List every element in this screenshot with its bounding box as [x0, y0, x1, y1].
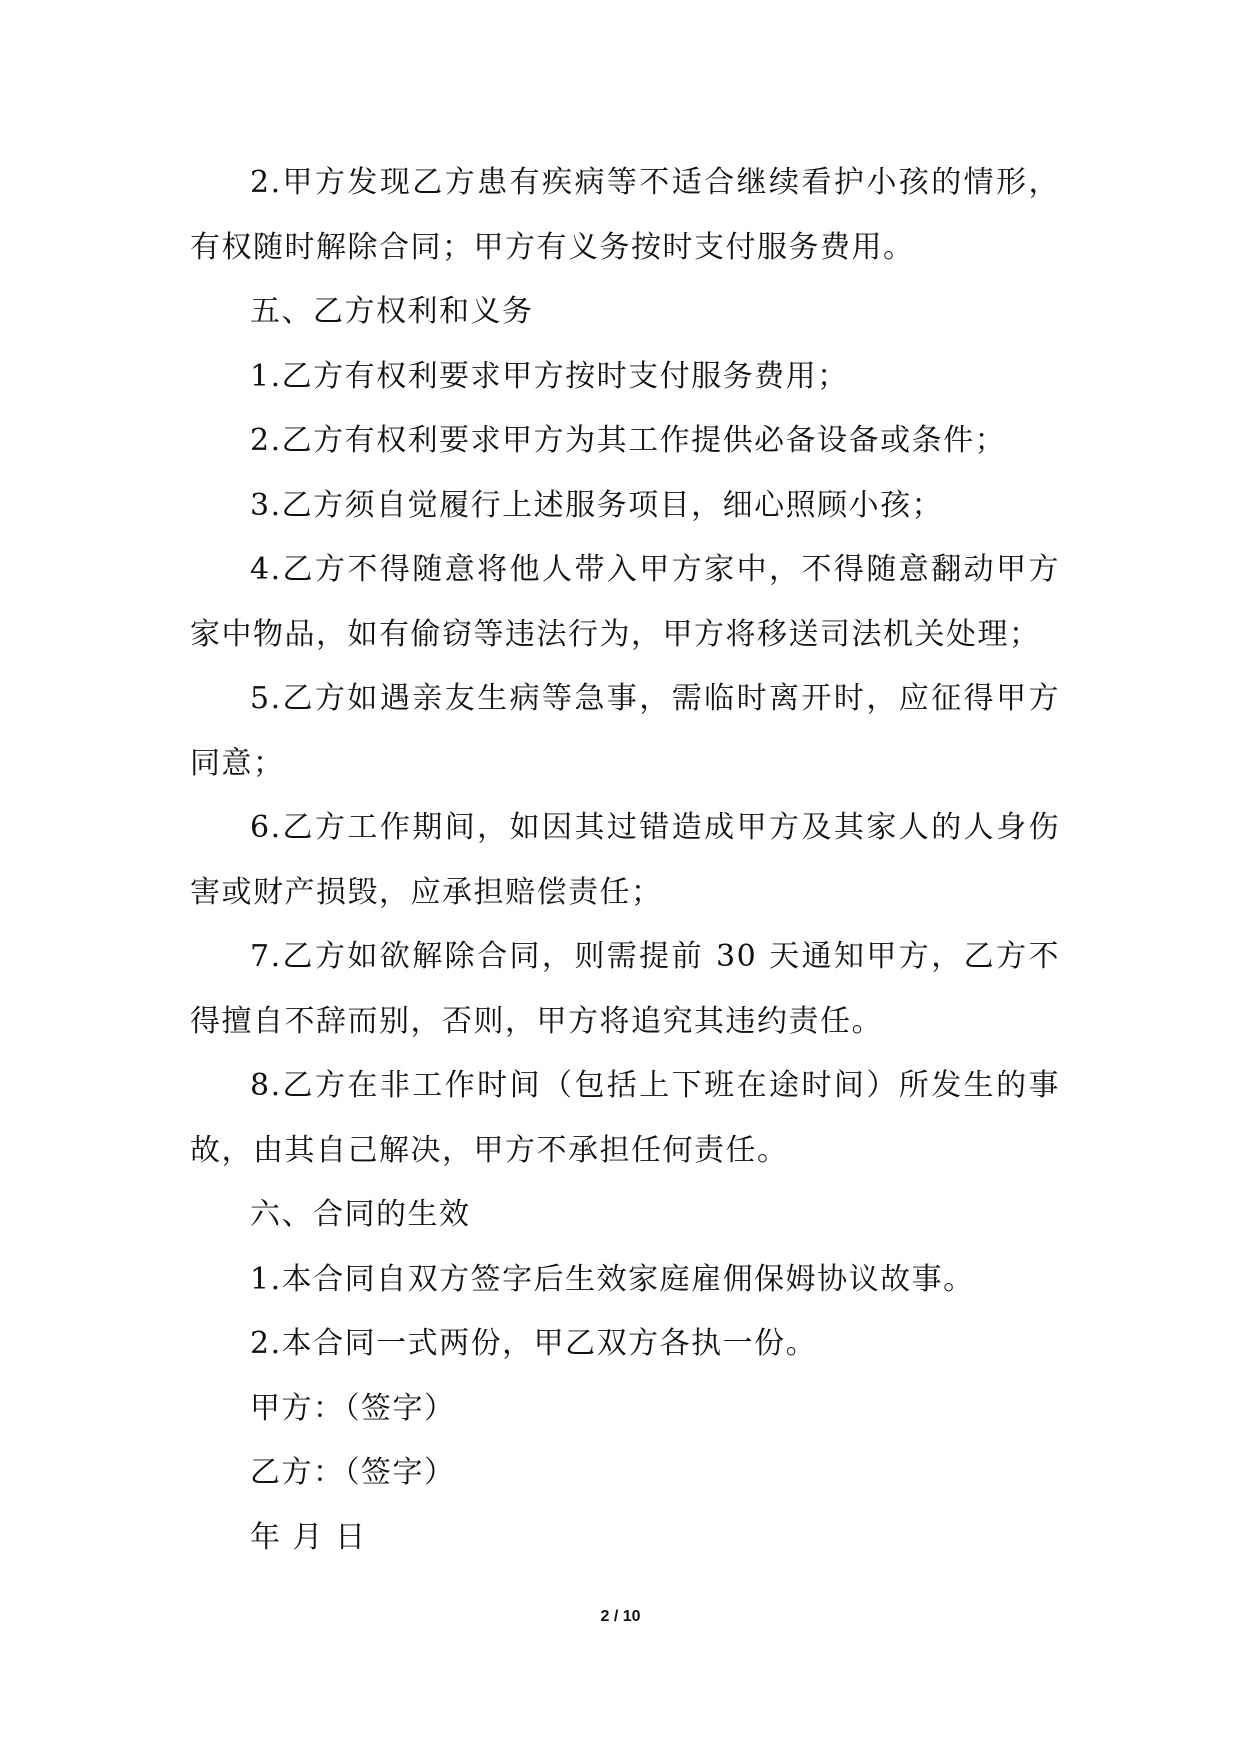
paragraph-party-b-duty-5: 5.乙方如遇亲友生病等急事，需临时离开时，应征得甲方同意；	[190, 681, 1060, 781]
page-number: 2 / 10	[600, 1608, 641, 1625]
paragraph-party-b-right-1: 1.乙方有权利要求甲方按时支付服务费用；	[250, 358, 849, 394]
paragraph-party-b-duty-8: 8.乙方在非工作时间（包括上下班在途时间）所发生的事故，由其自己解决，甲方不承担任何责任。	[190, 1068, 1060, 1168]
section-heading-contract-effect: 六、合同的生效	[250, 1197, 471, 1232]
paragraph-effect-1: 1.本合同自双方签字后生效家庭雇佣保姆协议故事。	[250, 1261, 975, 1297]
paragraph-party-b-duty-6: 6.乙方工作期间，如因其过错造成甲方及其家人的人身伤害或财产损毁，应承担赔偿责任；	[190, 810, 1060, 910]
paragraph-party-b-duty-3: 3.乙方须自觉履行上述服务项目，细心照顾小孩；	[250, 487, 944, 523]
signature-date: 年 月 日	[250, 1519, 367, 1555]
paragraph-party-b-duty-4: 4.乙方不得随意将他人带入甲方家中，不得随意翻动甲方家中物品，如有偷窃等违法行为，甲方将移送司法机关处理；	[190, 552, 1060, 652]
signature-party-a: 甲方：（签字）	[250, 1390, 456, 1426]
paragraph-effect-2: 2.本合同一式两份，甲乙双方各执一份。	[250, 1326, 818, 1361]
paragraph-party-b-right-2: 2.乙方有权利要求甲方为其工作提供必备设备或条件；	[250, 423, 1007, 458]
paragraph-party-b-duty-7: 7.乙方如欲解除合同，则需提前 30 天通知甲方，乙方不得擅自不辞而别，否则，甲方将追究其违约责任。	[190, 939, 1060, 1039]
document-body	[190, 151, 1060, 1570]
paragraph-party-a-termination-right: 2.甲方发现乙方患有疾病等不适合继续看护小孩的情形，有权随时解除合同；甲方有义务按时支付服务费用。	[190, 165, 1060, 265]
signature-party-b: 乙方：（签字）	[250, 1455, 456, 1490]
section-heading-party-b-rights: 五、乙方权利和义务	[250, 294, 534, 329]
